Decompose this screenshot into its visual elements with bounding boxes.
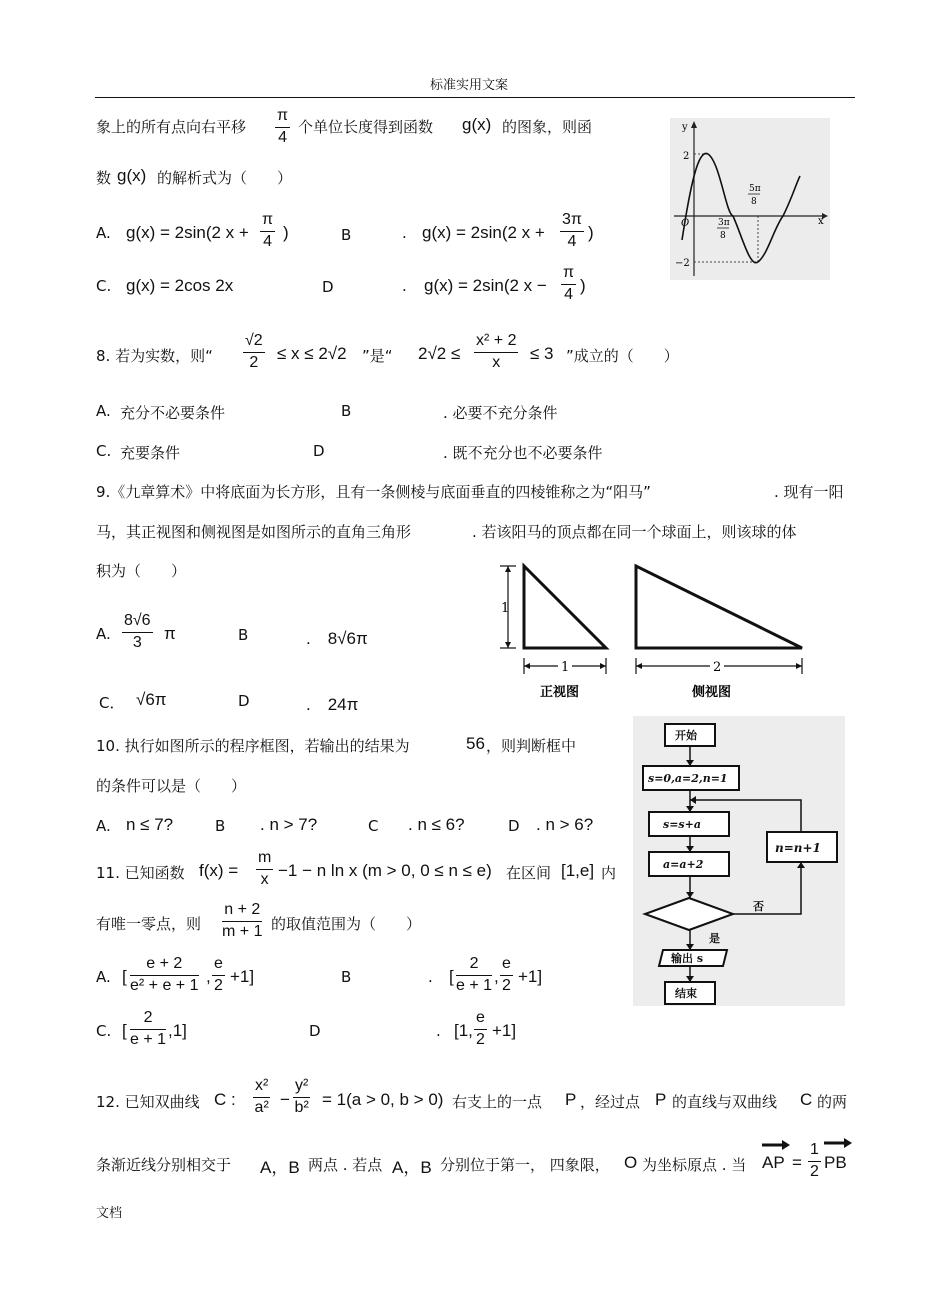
- q9-optA-label: A.: [96, 625, 111, 643]
- header-rule: [95, 97, 855, 98]
- front-height-arrow-up-icon: [505, 566, 511, 572]
- side-width-arrow-left-icon: [636, 663, 642, 669]
- flow-step1-label: s=s+a: [663, 818, 701, 831]
- q11-frac2-num: n + 2: [222, 900, 262, 922]
- q10-flowchart: [633, 716, 845, 1006]
- front-height-label: 1: [501, 601, 510, 616]
- q11-optB-comma: ,: [494, 967, 499, 986]
- q8-inequality-1: ≤ x ≤ 2√2: [277, 344, 347, 363]
- q12-line1-c: ，经过点: [580, 1093, 641, 1111]
- q10-optB-label: B: [215, 817, 226, 835]
- q12-PB: PB: [824, 1153, 847, 1172]
- side-view-triangle: [636, 566, 802, 648]
- q11-fraction-1: [256, 848, 273, 890]
- q7-optA-fraction: [260, 210, 275, 252]
- q10-optB-text: . n > 7?: [260, 815, 318, 834]
- q7-optD-den: 4: [564, 286, 573, 303]
- q7-shift-fraction: [275, 106, 290, 148]
- q7-optA-close: ): [283, 223, 289, 242]
- q11-optC-num: 2: [130, 1008, 166, 1030]
- q8-frac2-den: x: [492, 354, 501, 371]
- q8-expr-3: ≤ 3: [530, 344, 554, 363]
- q11-frac2-den: m + 1: [222, 923, 263, 940]
- q11-line1-a: 11. 已知函数: [96, 864, 185, 882]
- q9-optC-label: C．: [99, 694, 125, 712]
- q7-gx-2: g(x): [117, 166, 147, 185]
- y-min-label: −2: [675, 258, 690, 269]
- q11-optA-num: e + 2: [130, 954, 199, 976]
- q11-optC-tail: ,1]: [168, 1021, 187, 1040]
- q7-optA-den: 4: [263, 233, 272, 250]
- q11-optA-label: A.: [96, 968, 111, 986]
- q12-P: P: [565, 1090, 577, 1109]
- x-axis-label: x: [818, 216, 824, 227]
- q7-optC-expr: g(x) = 2cos 2x: [126, 276, 234, 295]
- q11-optB-num2: e: [500, 954, 513, 976]
- q11-optD-num: e: [474, 1008, 487, 1030]
- q11-optC-den: e + 1: [130, 1031, 167, 1048]
- q11-frac1-num: m: [256, 848, 273, 870]
- q11-line1-b: 在区间: [506, 864, 552, 882]
- q9-line1-end: . 现有一阳: [774, 483, 844, 501]
- q11-optB-label: B: [341, 968, 352, 986]
- q11-optB-bracket: [: [449, 967, 454, 986]
- q8-frac1-num: √2: [243, 331, 265, 353]
- q7-sine-graph: [670, 118, 830, 280]
- q12-AB2: A，B: [392, 1158, 432, 1177]
- flow-step2-label: a=a+2: [663, 858, 704, 871]
- q10-optD-label: D: [508, 817, 520, 835]
- flow-loop-label: n=n+1: [775, 841, 821, 855]
- q10-optD-text: . n > 6?: [536, 815, 594, 834]
- q12-fraction-y: [293, 1076, 310, 1118]
- page-footer: 文档: [96, 1206, 123, 1221]
- front-width-arrow-right-icon: [600, 663, 606, 669]
- q8-fraction-2: [474, 331, 518, 373]
- q12-line1-e: 的两: [817, 1093, 848, 1111]
- q11-optD-tail: +1]: [492, 1021, 517, 1040]
- q7-optD-close: ): [580, 276, 586, 295]
- flow-init-label: s=0,a=2,n=1: [648, 772, 728, 785]
- side-width-arrow-right-icon: [796, 663, 802, 669]
- q12-line1-d: 的直线与双曲线: [672, 1093, 778, 1111]
- q9-optD-label: D: [238, 692, 250, 710]
- q9-optA-num: 8√6: [122, 611, 153, 633]
- side-view-caption: 侧视图: [692, 685, 732, 700]
- q11-optD-fraction: [474, 1008, 487, 1050]
- q11-optC-fraction: [130, 1008, 166, 1050]
- q12-line1-a: 12. 已知双曲线: [96, 1093, 200, 1111]
- front-width-arrow-left-icon: [524, 663, 530, 669]
- q10-optA-text: n ≤ 7?: [126, 815, 174, 834]
- q12-O: O: [624, 1153, 638, 1172]
- q8-optC-label: C.: [96, 442, 112, 460]
- x1-den-label: 8: [720, 231, 726, 241]
- front-width-label: 1: [561, 660, 570, 675]
- q9-three-view-figure: [486, 558, 818, 708]
- vector-arrow-PB-icon: [824, 1138, 852, 1148]
- q7-line2-text-a: 数: [96, 169, 112, 187]
- q12-a2: a²: [254, 1099, 269, 1116]
- q9-line2: 马，其正视图和侧视图是如图所示的直角三角形: [96, 523, 412, 541]
- q12-y2: y²: [293, 1076, 310, 1098]
- q11-optC-bracket: [: [122, 1021, 127, 1040]
- q11-line1-c: 内: [601, 864, 617, 882]
- flow-no-label: 否: [753, 900, 764, 913]
- q12-AP: AP: [762, 1153, 785, 1172]
- q7-optB-den: 4: [567, 233, 577, 250]
- q12-line2-d: 为坐标原点 . 当: [642, 1156, 747, 1174]
- q8-expr-2: 2√2 ≤: [418, 344, 461, 363]
- q10-line1-end: ，则判断框中: [486, 737, 577, 755]
- q11-optA-comma: ,: [206, 967, 211, 986]
- side-width-label: 2: [713, 660, 722, 675]
- q11-optA-num2: e: [212, 954, 225, 976]
- q10-line2: 的条件可以是（ ）: [96, 777, 247, 795]
- q11-optD-head: [1,: [454, 1021, 473, 1040]
- x1-num-label: 3π: [718, 218, 730, 228]
- x2-num-label: 5π: [749, 184, 761, 194]
- q12-half-num: 1: [808, 1140, 821, 1162]
- q11-interval: [1,e]: [561, 861, 595, 880]
- q8-optD-label: D: [313, 442, 325, 460]
- q11-line2-a: 有唯一零点，则: [96, 915, 202, 933]
- q8-frac2-num: x² + 2: [474, 331, 518, 353]
- page-header: 标准实用文案: [430, 78, 509, 93]
- q12-line2-b: 两点 . 若点: [308, 1156, 383, 1174]
- q8-optB-label: B: [341, 402, 352, 420]
- q11-optD-dot: .: [436, 1022, 441, 1040]
- q11-optA-fraction-2: [212, 954, 225, 996]
- q9-line2-end: . 若该阳马的顶点都在同一个球面上，则该球的体: [472, 523, 797, 541]
- q7-optD-lhs: g(x) = 2sin(2 x −: [424, 276, 547, 295]
- q12-minus: −: [280, 1090, 290, 1109]
- q9-optB-text: . 8√6π: [306, 629, 368, 648]
- front-height-arrow-down-icon: [505, 642, 511, 648]
- q9-optB-label: B: [238, 626, 249, 644]
- q9-optA-fraction: [122, 611, 153, 653]
- q12-AB: A，B: [260, 1158, 300, 1177]
- q11-line2-b: 的取值范围为（ ）: [271, 915, 422, 933]
- q11-optD-label: D: [309, 1022, 321, 1040]
- q12-x2: x²: [253, 1076, 270, 1098]
- q11-optD-den: 2: [476, 1031, 485, 1048]
- q8-optA-label: A.: [96, 402, 111, 420]
- q8-optD-text: . 既不充分也不必要条件: [443, 444, 603, 462]
- q7-line1-text-b: 个单位长度得到函数: [298, 118, 434, 136]
- q7-optD-label: D: [322, 278, 334, 296]
- origin-label: O: [681, 218, 690, 229]
- q11-optB-den: e + 1: [456, 977, 493, 994]
- q11-optC-label: C.: [96, 1022, 112, 1040]
- q7-shift-den: 4: [278, 129, 287, 146]
- q9-optD-text: . 24π: [306, 695, 359, 714]
- q7-line1-text-c: 的图象，则函: [502, 118, 593, 136]
- q12-b2: b²: [294, 1099, 309, 1116]
- flow-output-label: 输出 s: [671, 952, 704, 965]
- q7-optB-fraction: [560, 210, 584, 252]
- q10-optC-label: C: [368, 817, 379, 835]
- q9-optA-pi: π: [164, 624, 176, 643]
- q11-optB-num: 2: [456, 954, 492, 976]
- q11-optB-fraction-2: [500, 954, 513, 996]
- q11-optA-den2: 2: [214, 977, 223, 994]
- q8-frac1-den: 2: [249, 354, 259, 371]
- q7-optB-lhs: g(x) = 2sin(2 x +: [422, 223, 545, 242]
- q11-optA-fraction-1: [130, 954, 199, 996]
- q10-optC-text: . n ≤ 6?: [408, 815, 465, 834]
- q7-optD-dot: .: [402, 277, 407, 295]
- q10-line1: 10. 执行如图所示的程序框图，若输出的结果为: [96, 737, 410, 755]
- q8-suffix: ”成立的（ ）: [566, 347, 679, 365]
- q7-line1-text-a: 象上的所有点向右平移: [96, 118, 247, 136]
- q11-optB-tail: +1]: [518, 967, 543, 986]
- q9-line3: 积为（ ）: [96, 562, 187, 580]
- q9-optA-den: 3: [132, 634, 142, 651]
- q11-optB-dot: .: [428, 968, 433, 986]
- q7-optA-label: A.: [96, 224, 111, 242]
- q7-optD-num: π: [561, 263, 576, 285]
- flow-end-label: 结束: [675, 987, 697, 1000]
- q7-shift-num: π: [275, 106, 290, 128]
- q8-optA-text: 充分不必要条件: [120, 404, 226, 422]
- flow-start-label: 开始: [675, 729, 697, 742]
- q11-fraction-2: [222, 900, 262, 942]
- q12-half-den: 2: [810, 1163, 819, 1180]
- q12-line2-a: 条渐近线分别相交于: [96, 1156, 232, 1174]
- q10-optA-label: A.: [96, 817, 111, 835]
- q7-optB-label: B: [341, 226, 352, 244]
- q11-rest: −1 − n ln x (m > 0, 0 ≤ n ≤ e): [278, 861, 492, 880]
- q7-optB-num: 3π: [560, 210, 584, 232]
- q7-gx: g(x): [462, 115, 492, 134]
- q11-optA-tail: +1]: [230, 967, 255, 986]
- q11-optA-den: e² + e + 1: [130, 977, 199, 994]
- q12-P2: P: [655, 1090, 667, 1109]
- q7-optC-label: C.: [96, 277, 112, 295]
- q7-optB-close: ): [588, 223, 594, 242]
- q9-optC-text: √6π: [136, 690, 167, 709]
- q12-line1-b: 右支上的一点: [452, 1093, 543, 1111]
- q7-optD-fraction: [561, 263, 576, 305]
- q12-line2-c: 分别位于第一， 四象限，: [440, 1156, 610, 1174]
- q7-optA-lhs: g(x) = 2sin(2 x +: [126, 223, 249, 242]
- q8-fraction-1: [243, 331, 265, 373]
- x2-den-label: 8: [751, 197, 757, 207]
- q10-value: 56: [466, 734, 485, 753]
- q8-prefix: 8. 若为实数，则“: [96, 347, 213, 365]
- q12-eq: =: [792, 1153, 802, 1172]
- q8-quote-mid: ”是“: [362, 347, 393, 365]
- q12-C2: C: [800, 1090, 813, 1109]
- flow-yes-label: 是: [709, 932, 720, 945]
- vector-arrow-AP-icon: [762, 1140, 790, 1150]
- q11-func: f(x) =: [199, 861, 239, 880]
- q12-fraction-x: [253, 1076, 270, 1118]
- q11-optB-den2: 2: [502, 977, 511, 994]
- y-axis-label: y: [682, 122, 688, 133]
- q11-optB-fraction-1: [456, 954, 492, 996]
- q11-optA-bracket: [: [122, 967, 127, 986]
- q7-optB-dot: .: [402, 224, 407, 242]
- q7-line2-text-b: 的解析式为（ ）: [157, 169, 293, 187]
- q12-half-fraction: [808, 1140, 821, 1182]
- q11-frac1-den: x: [260, 871, 269, 888]
- q12-cond: = 1(a > 0, b > 0): [322, 1090, 444, 1109]
- q7-optA-num: π: [260, 210, 275, 232]
- q12-curve: C :: [214, 1090, 236, 1109]
- q8-optC-text: 充要条件: [120, 444, 181, 462]
- q8-optB-text: . 必要不充分条件: [443, 404, 558, 422]
- front-view-triangle: [524, 566, 606, 648]
- q9-line1: 9.《九章算术》中将底面为长方形，且有一条侧棱与底面垂直的四棱锥称之为“阳马”: [96, 483, 651, 501]
- y-max-label: 2: [683, 151, 690, 162]
- front-view-caption: 正视图: [540, 685, 580, 700]
